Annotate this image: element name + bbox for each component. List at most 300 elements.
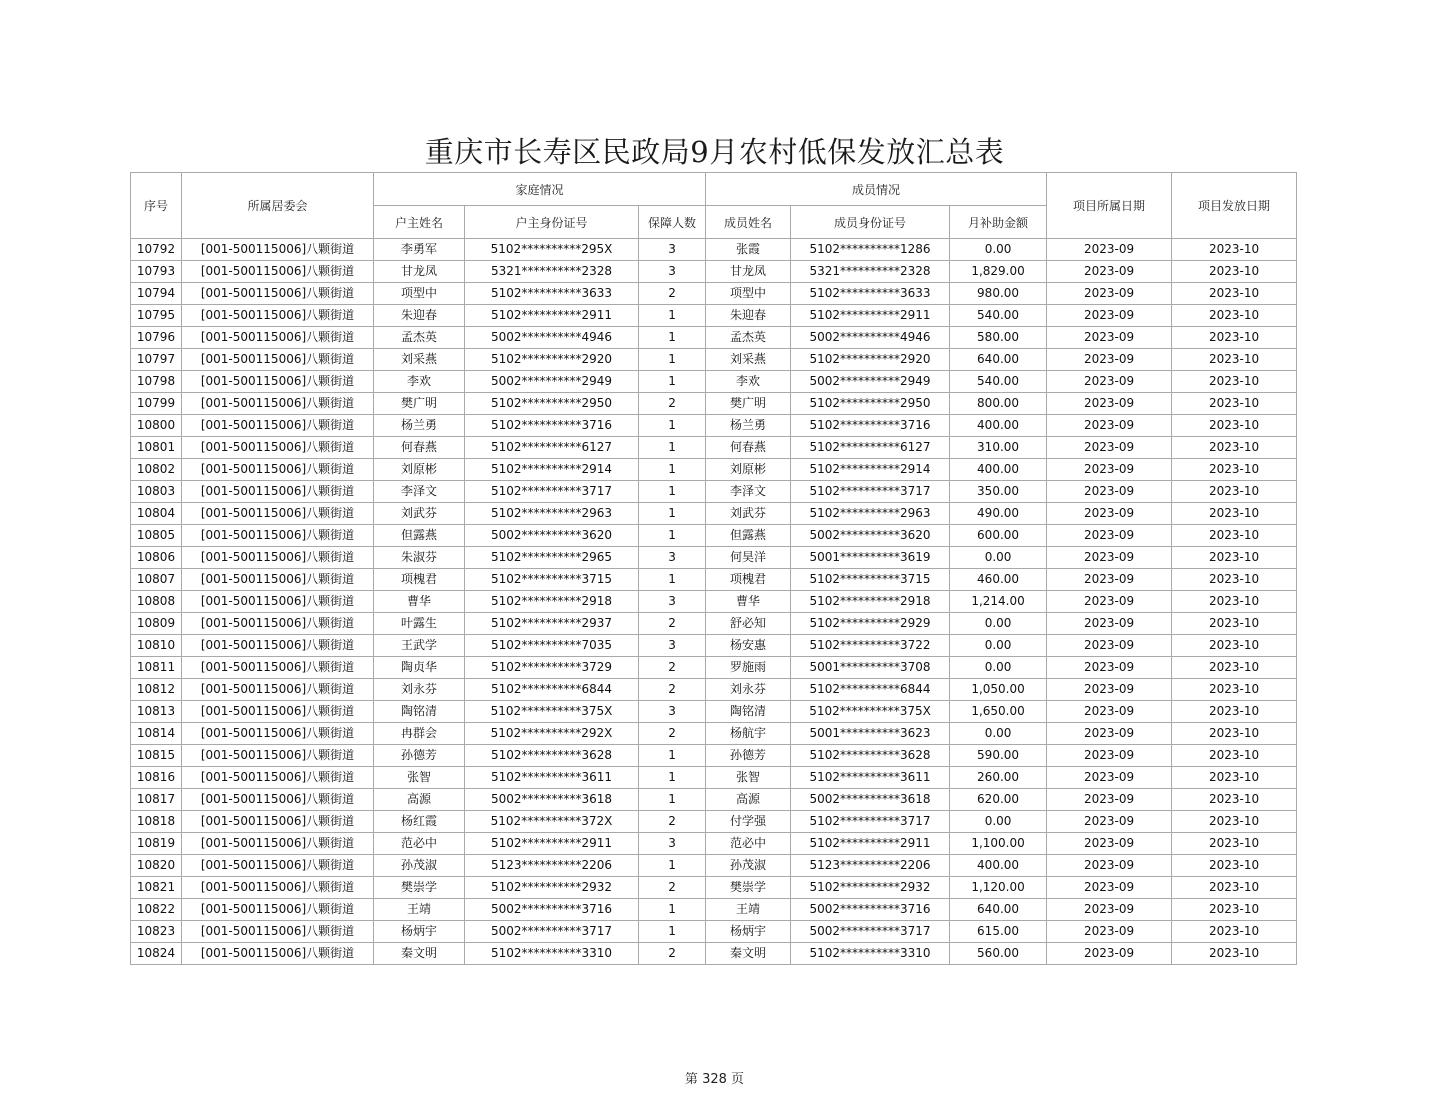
table-row: [131, 833, 1297, 855]
cell-member-id: 5102**********2911: [791, 305, 950, 327]
cell-head-name: 樊崇学: [374, 877, 465, 899]
table-row: [131, 459, 1297, 481]
cell-monthly-amount: 0.00: [950, 239, 1047, 261]
header-member-id: 成员身份证号: [791, 206, 950, 239]
cell-covered-count: 2: [639, 393, 706, 415]
cell-member-id: 5002**********3620: [791, 525, 950, 547]
cell-project-date: 2023-09: [1047, 767, 1172, 789]
cell-monthly-amount: 260.00: [950, 767, 1047, 789]
cell-member-name: 孙茂淑: [706, 855, 791, 877]
cell-head-name: 孙德芳: [374, 745, 465, 767]
cell-seq: 10797: [131, 349, 182, 371]
cell-committee: [001-500115006]八颗街道: [182, 833, 374, 855]
header-monthly-amount: 月补助金额: [950, 206, 1047, 239]
cell-monthly-amount: 600.00: [950, 525, 1047, 547]
cell-monthly-amount: 0.00: [950, 723, 1047, 745]
cell-head-id: 5102**********295X: [465, 239, 639, 261]
cell-head-id: 5002**********3717: [465, 921, 639, 943]
cell-head-id: 5102**********292X: [465, 723, 639, 745]
cell-head-id: 5102**********3611: [465, 767, 639, 789]
cell-seq: 10816: [131, 767, 182, 789]
header-family-group: 家庭情况: [374, 173, 706, 206]
cell-covered-count: 1: [639, 459, 706, 481]
cell-project-date: 2023-09: [1047, 899, 1172, 921]
cell-member-name: 范必中: [706, 833, 791, 855]
table-row: [131, 415, 1297, 437]
cell-covered-count: 1: [639, 569, 706, 591]
cell-member-name: 樊崇学: [706, 877, 791, 899]
table-row: [131, 569, 1297, 591]
cell-covered-count: 2: [639, 943, 706, 965]
cell-issue-date: 2023-10: [1172, 679, 1297, 701]
cell-head-id: 5102**********3633: [465, 283, 639, 305]
table-row: [131, 921, 1297, 943]
cell-committee: [001-500115006]八颗街道: [182, 789, 374, 811]
cell-seq: 10815: [131, 745, 182, 767]
cell-committee: [001-500115006]八颗街道: [182, 635, 374, 657]
cell-head-id: 5102**********2911: [465, 305, 639, 327]
cell-member-name: 高源: [706, 789, 791, 811]
cell-member-name: 杨安惠: [706, 635, 791, 657]
page-footer: [0, 1068, 1429, 1087]
cell-member-id: 5002**********2949: [791, 371, 950, 393]
cell-committee: [001-500115006]八颗街道: [182, 921, 374, 943]
table-row: [131, 481, 1297, 503]
cell-committee: [001-500115006]八颗街道: [182, 305, 374, 327]
cell-issue-date: 2023-10: [1172, 701, 1297, 723]
cell-issue-date: 2023-10: [1172, 415, 1297, 437]
cell-member-id: 5102**********2929: [791, 613, 950, 635]
cell-issue-date: 2023-10: [1172, 811, 1297, 833]
cell-head-name: 但露燕: [374, 525, 465, 547]
cell-head-id: 5102**********2911: [465, 833, 639, 855]
cell-seq: 10811: [131, 657, 182, 679]
cell-committee: [001-500115006]八颗街道: [182, 525, 374, 547]
cell-head-name: 何春燕: [374, 437, 465, 459]
header-head-name: 户主姓名: [374, 206, 465, 239]
cell-head-name: 冉群会: [374, 723, 465, 745]
cell-head-id: 5321**********2328: [465, 261, 639, 283]
header-seq: 序号: [131, 173, 182, 239]
cell-committee: [001-500115006]八颗街道: [182, 393, 374, 415]
cell-member-name: 舒必知: [706, 613, 791, 635]
cell-seq: 10824: [131, 943, 182, 965]
cell-head-id: 5002**********2949: [465, 371, 639, 393]
cell-head-name: 王靖: [374, 899, 465, 921]
cell-committee: [001-500115006]八颗街道: [182, 481, 374, 503]
cell-member-id: 5321**********2328: [791, 261, 950, 283]
cell-head-name: 李勇军: [374, 239, 465, 261]
cell-issue-date: 2023-10: [1172, 261, 1297, 283]
cell-seq: 10803: [131, 481, 182, 503]
cell-member-id: 5001**********3623: [791, 723, 950, 745]
cell-member-name: 杨兰勇: [706, 415, 791, 437]
cell-committee: [001-500115006]八颗街道: [182, 261, 374, 283]
cell-head-name: 范必中: [374, 833, 465, 855]
table-row: [131, 855, 1297, 877]
cell-project-date: 2023-09: [1047, 921, 1172, 943]
cell-head-name: 李欢: [374, 371, 465, 393]
cell-seq: 10810: [131, 635, 182, 657]
cell-issue-date: 2023-10: [1172, 547, 1297, 569]
cell-seq: 10819: [131, 833, 182, 855]
cell-issue-date: 2023-10: [1172, 349, 1297, 371]
cell-project-date: 2023-09: [1047, 327, 1172, 349]
cell-monthly-amount: 400.00: [950, 459, 1047, 481]
cell-monthly-amount: 560.00: [950, 943, 1047, 965]
cell-seq: 10822: [131, 899, 182, 921]
table-row: [131, 701, 1297, 723]
cell-issue-date: 2023-10: [1172, 789, 1297, 811]
table-row: [131, 525, 1297, 547]
cell-head-name: 刘采燕: [374, 349, 465, 371]
cell-project-date: 2023-09: [1047, 701, 1172, 723]
cell-head-name: 甘龙凤: [374, 261, 465, 283]
cell-head-id: 5002**********3620: [465, 525, 639, 547]
cell-member-name: 刘永芬: [706, 679, 791, 701]
cell-project-date: 2023-09: [1047, 855, 1172, 877]
cell-member-id: 5102**********2918: [791, 591, 950, 613]
cell-seq: 10817: [131, 789, 182, 811]
cell-covered-count: 1: [639, 745, 706, 767]
cell-project-date: 2023-09: [1047, 789, 1172, 811]
cell-committee: [001-500115006]八颗街道: [182, 327, 374, 349]
header-project-date: 项目所属日期: [1047, 173, 1172, 239]
cell-issue-date: 2023-10: [1172, 855, 1297, 877]
cell-head-name: 李泽文: [374, 481, 465, 503]
cell-covered-count: 3: [639, 635, 706, 657]
cell-head-id: 5102**********2963: [465, 503, 639, 525]
cell-monthly-amount: 1,650.00: [950, 701, 1047, 723]
cell-head-name: 项槐君: [374, 569, 465, 591]
cell-project-date: 2023-09: [1047, 503, 1172, 525]
table-row: [131, 261, 1297, 283]
cell-monthly-amount: 620.00: [950, 789, 1047, 811]
cell-project-date: 2023-09: [1047, 305, 1172, 327]
cell-issue-date: 2023-10: [1172, 767, 1297, 789]
cell-member-name: 罗施雨: [706, 657, 791, 679]
page-number: 328: [702, 1072, 727, 1087]
cell-member-id: 5002**********3716: [791, 899, 950, 921]
cell-head-id: 5102**********375X: [465, 701, 639, 723]
table-container: [130, 172, 1297, 965]
cell-project-date: 2023-09: [1047, 437, 1172, 459]
cell-covered-count: 3: [639, 239, 706, 261]
cell-issue-date: 2023-10: [1172, 921, 1297, 943]
cell-seq: 10798: [131, 371, 182, 393]
relief-summary-table: [130, 172, 1297, 965]
cell-monthly-amount: 400.00: [950, 855, 1047, 877]
cell-monthly-amount: 1,100.00: [950, 833, 1047, 855]
cell-covered-count: 3: [639, 701, 706, 723]
table-row: [131, 767, 1297, 789]
cell-member-id: 5002**********4946: [791, 327, 950, 349]
cell-head-name: 刘原彬: [374, 459, 465, 481]
cell-seq: 10807: [131, 569, 182, 591]
cell-head-id: 5123**********2206: [465, 855, 639, 877]
cell-member-name: 曹华: [706, 591, 791, 613]
cell-member-name: 秦文明: [706, 943, 791, 965]
cell-head-name: 刘永芬: [374, 679, 465, 701]
cell-seq: 10801: [131, 437, 182, 459]
cell-project-date: 2023-09: [1047, 415, 1172, 437]
cell-monthly-amount: 0.00: [950, 811, 1047, 833]
cell-head-id: 5102**********6127: [465, 437, 639, 459]
cell-seq: 10809: [131, 613, 182, 635]
cell-head-name: 孟杰英: [374, 327, 465, 349]
header-member-group: 成员情况: [706, 173, 1047, 206]
cell-project-date: 2023-09: [1047, 943, 1172, 965]
cell-member-id: 5102**********2920: [791, 349, 950, 371]
cell-issue-date: 2023-10: [1172, 503, 1297, 525]
table-row: [131, 503, 1297, 525]
cell-member-name: 付学强: [706, 811, 791, 833]
header-issue-date: 项目发放日期: [1172, 173, 1297, 239]
table-row: [131, 371, 1297, 393]
cell-head-name: 王武学: [374, 635, 465, 657]
cell-project-date: 2023-09: [1047, 239, 1172, 261]
cell-head-id: 5102**********7035: [465, 635, 639, 657]
cell-head-name: 朱淑芬: [374, 547, 465, 569]
cell-seq: 10794: [131, 283, 182, 305]
cell-project-date: 2023-09: [1047, 459, 1172, 481]
cell-project-date: 2023-09: [1047, 371, 1172, 393]
cell-seq: 10802: [131, 459, 182, 481]
cell-member-id: 5001**********3708: [791, 657, 950, 679]
cell-member-id: 5102**********3715: [791, 569, 950, 591]
cell-project-date: 2023-09: [1047, 481, 1172, 503]
cell-head-id: 5102**********2965: [465, 547, 639, 569]
cell-project-date: 2023-09: [1047, 283, 1172, 305]
cell-monthly-amount: 540.00: [950, 371, 1047, 393]
cell-covered-count: 2: [639, 679, 706, 701]
cell-head-id: 5102**********3729: [465, 657, 639, 679]
cell-head-id: 5102**********2914: [465, 459, 639, 481]
cell-issue-date: 2023-10: [1172, 723, 1297, 745]
cell-head-name: 张智: [374, 767, 465, 789]
table-row: [131, 745, 1297, 767]
cell-issue-date: 2023-10: [1172, 305, 1297, 327]
cell-issue-date: 2023-10: [1172, 459, 1297, 481]
cell-covered-count: 3: [639, 833, 706, 855]
cell-member-name: 项型中: [706, 283, 791, 305]
cell-member-id: 5002**********3618: [791, 789, 950, 811]
cell-seq: 10793: [131, 261, 182, 283]
cell-monthly-amount: 0.00: [950, 657, 1047, 679]
cell-committee: [001-500115006]八颗街道: [182, 943, 374, 965]
cell-committee: [001-500115006]八颗街道: [182, 855, 374, 877]
table-row: [131, 877, 1297, 899]
cell-monthly-amount: 980.00: [950, 283, 1047, 305]
cell-seq: 10806: [131, 547, 182, 569]
cell-member-name: 何春燕: [706, 437, 791, 459]
cell-monthly-amount: 0.00: [950, 613, 1047, 635]
cell-member-id: 5002**********3717: [791, 921, 950, 943]
cell-monthly-amount: 0.00: [950, 547, 1047, 569]
cell-monthly-amount: 1,829.00: [950, 261, 1047, 283]
cell-seq: 10814: [131, 723, 182, 745]
cell-member-name: 刘武芬: [706, 503, 791, 525]
cell-issue-date: 2023-10: [1172, 745, 1297, 767]
cell-committee: [001-500115006]八颗街道: [182, 767, 374, 789]
cell-member-id: 5102**********3722: [791, 635, 950, 657]
header-head-id: 户主身份证号: [465, 206, 639, 239]
table-row: [131, 613, 1297, 635]
cell-committee: [001-500115006]八颗街道: [182, 723, 374, 745]
cell-head-name: 陶贞华: [374, 657, 465, 679]
cell-committee: [001-500115006]八颗街道: [182, 591, 374, 613]
cell-head-name: 杨兰勇: [374, 415, 465, 437]
cell-member-name: 王靖: [706, 899, 791, 921]
cell-covered-count: 2: [639, 613, 706, 635]
cell-committee: [001-500115006]八颗街道: [182, 459, 374, 481]
cell-issue-date: 2023-10: [1172, 591, 1297, 613]
header-covered-count: 保障人数: [639, 206, 706, 239]
cell-member-name: 但露燕: [706, 525, 791, 547]
cell-head-id: 5002**********4946: [465, 327, 639, 349]
page-prefix: 第: [684, 1072, 698, 1087]
cell-project-date: 2023-09: [1047, 745, 1172, 767]
cell-member-id: 5102**********3716: [791, 415, 950, 437]
cell-member-id: 5102**********2963: [791, 503, 950, 525]
cell-seq: 10821: [131, 877, 182, 899]
table-row: [131, 547, 1297, 569]
cell-member-name: 孙德芳: [706, 745, 791, 767]
cell-member-name: 张智: [706, 767, 791, 789]
cell-committee: [001-500115006]八颗街道: [182, 811, 374, 833]
table-row: [131, 657, 1297, 679]
cell-issue-date: 2023-10: [1172, 283, 1297, 305]
cell-member-id: 5102**********6844: [791, 679, 950, 701]
page-title: 重庆市长寿区民政局9月农村低保发放汇总表: [424, 135, 1005, 169]
cell-issue-date: 2023-10: [1172, 327, 1297, 349]
cell-monthly-amount: 640.00: [950, 899, 1047, 921]
cell-monthly-amount: 1,120.00: [950, 877, 1047, 899]
cell-issue-date: 2023-10: [1172, 877, 1297, 899]
table-row: [131, 305, 1297, 327]
cell-head-id: 5102**********3715: [465, 569, 639, 591]
cell-covered-count: 1: [639, 371, 706, 393]
cell-issue-date: 2023-10: [1172, 437, 1297, 459]
cell-covered-count: 1: [639, 855, 706, 877]
cell-head-id: 5102**********3310: [465, 943, 639, 965]
cell-covered-count: 1: [639, 349, 706, 371]
cell-head-name: 杨炳宇: [374, 921, 465, 943]
table-row: [131, 679, 1297, 701]
cell-covered-count: 3: [639, 591, 706, 613]
cell-seq: 10812: [131, 679, 182, 701]
cell-monthly-amount: 1,050.00: [950, 679, 1047, 701]
table-row: [131, 283, 1297, 305]
cell-head-name: 曹华: [374, 591, 465, 613]
cell-covered-count: 1: [639, 327, 706, 349]
cell-covered-count: 1: [639, 921, 706, 943]
table-row: [131, 393, 1297, 415]
cell-committee: [001-500115006]八颗街道: [182, 283, 374, 305]
table-row: [131, 811, 1297, 833]
cell-seq: 10795: [131, 305, 182, 327]
table-header: [131, 173, 1297, 239]
cell-seq: 10792: [131, 239, 182, 261]
cell-monthly-amount: 800.00: [950, 393, 1047, 415]
cell-head-name: 叶露生: [374, 613, 465, 635]
cell-covered-count: 1: [639, 503, 706, 525]
table-row: [131, 635, 1297, 657]
cell-issue-date: 2023-10: [1172, 525, 1297, 547]
cell-seq: 10796: [131, 327, 182, 349]
cell-covered-count: 2: [639, 811, 706, 833]
cell-member-id: 5123**********2206: [791, 855, 950, 877]
cell-member-id: 5102**********375X: [791, 701, 950, 723]
cell-covered-count: 1: [639, 415, 706, 437]
cell-committee: [001-500115006]八颗街道: [182, 415, 374, 437]
cell-committee: [001-500115006]八颗街道: [182, 745, 374, 767]
cell-member-name: 杨炳宇: [706, 921, 791, 943]
cell-project-date: 2023-09: [1047, 591, 1172, 613]
table-row: [131, 723, 1297, 745]
page-suffix: 页: [731, 1072, 745, 1087]
table-row: [131, 789, 1297, 811]
cell-committee: [001-500115006]八颗街道: [182, 503, 374, 525]
cell-issue-date: 2023-10: [1172, 943, 1297, 965]
header-member-name: 成员姓名: [706, 206, 791, 239]
cell-monthly-amount: 350.00: [950, 481, 1047, 503]
cell-member-name: 刘采燕: [706, 349, 791, 371]
cell-monthly-amount: 310.00: [950, 437, 1047, 459]
cell-covered-count: 1: [639, 437, 706, 459]
cell-member-name: 张霞: [706, 239, 791, 261]
cell-issue-date: 2023-10: [1172, 371, 1297, 393]
cell-committee: [001-500115006]八颗街道: [182, 239, 374, 261]
table-row: [131, 327, 1297, 349]
cell-committee: [001-500115006]八颗街道: [182, 349, 374, 371]
cell-project-date: 2023-09: [1047, 635, 1172, 657]
cell-committee: [001-500115006]八颗街道: [182, 657, 374, 679]
cell-head-id: 5102**********2932: [465, 877, 639, 899]
cell-member-name: 杨航宇: [706, 723, 791, 745]
cell-head-id: 5102**********2937: [465, 613, 639, 635]
cell-issue-date: 2023-10: [1172, 899, 1297, 921]
cell-covered-count: 2: [639, 723, 706, 745]
cell-monthly-amount: 590.00: [950, 745, 1047, 767]
cell-head-id: 5102**********2950: [465, 393, 639, 415]
cell-monthly-amount: 640.00: [950, 349, 1047, 371]
cell-covered-count: 1: [639, 767, 706, 789]
cell-head-id: 5102**********3717: [465, 481, 639, 503]
cell-covered-count: 1: [639, 305, 706, 327]
cell-member-id: 5102**********3310: [791, 943, 950, 965]
cell-head-id: 5102**********3628: [465, 745, 639, 767]
cell-member-id: 5102**********2932: [791, 877, 950, 899]
cell-head-name: 高源: [374, 789, 465, 811]
cell-head-name: 孙茂淑: [374, 855, 465, 877]
table-row: [131, 591, 1297, 613]
table-row: [131, 899, 1297, 921]
cell-project-date: 2023-09: [1047, 657, 1172, 679]
cell-head-name: 朱迎春: [374, 305, 465, 327]
table-body: [131, 239, 1297, 965]
cell-monthly-amount: 540.00: [950, 305, 1047, 327]
cell-member-name: 朱迎春: [706, 305, 791, 327]
cell-seq: 10823: [131, 921, 182, 943]
cell-head-name: 项型中: [374, 283, 465, 305]
cell-committee: [001-500115006]八颗街道: [182, 679, 374, 701]
cell-committee: [001-500115006]八颗街道: [182, 613, 374, 635]
cell-head-id: 5102**********2918: [465, 591, 639, 613]
cell-seq: 10813: [131, 701, 182, 723]
cell-covered-count: 3: [639, 547, 706, 569]
cell-member-id: 5102**********3611: [791, 767, 950, 789]
